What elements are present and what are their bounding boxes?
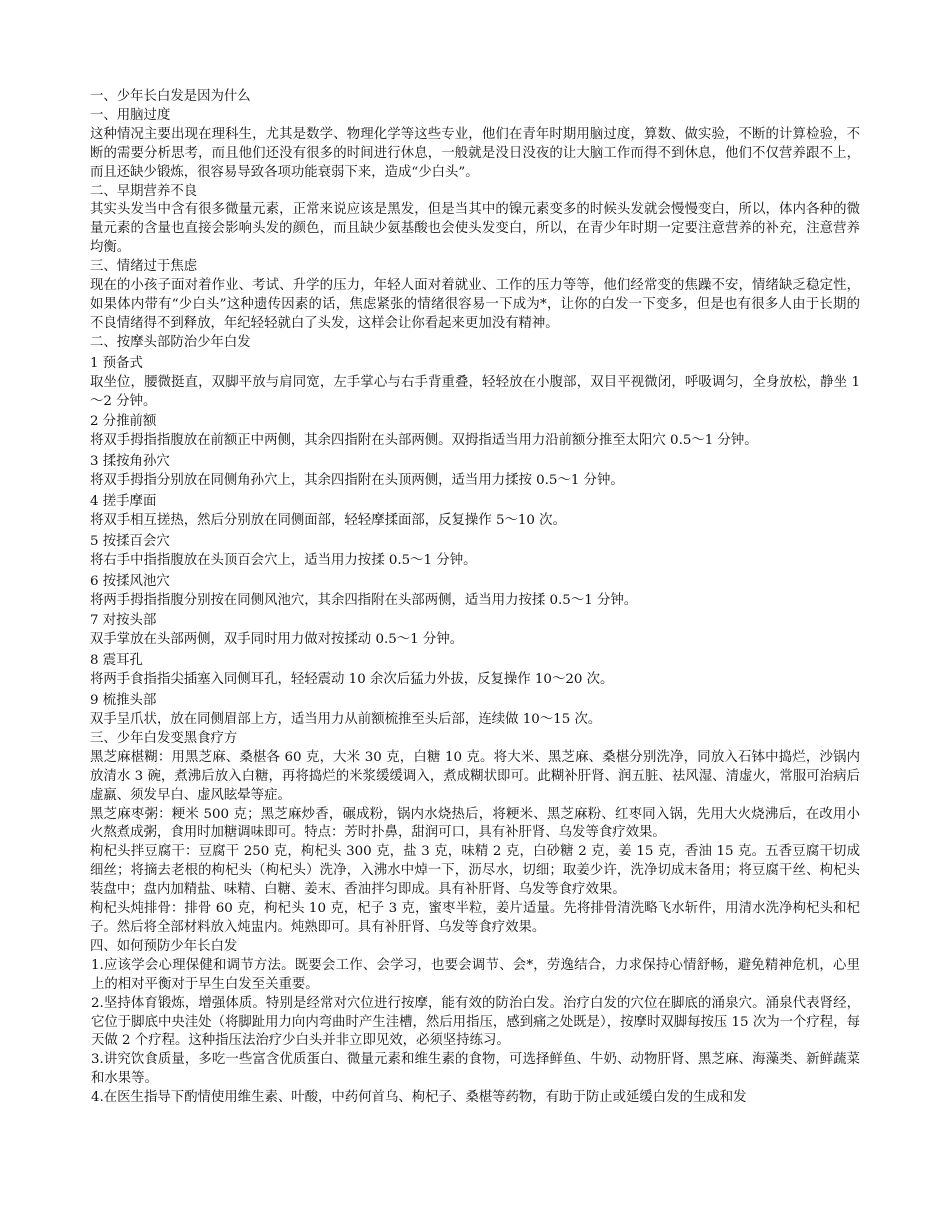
subheading-anxiety: 三、情绪过于焦虑 xyxy=(90,259,198,275)
prevention-tip: 3.讲究饮食质量，多吃一些富含优质蛋白、微量元素和维生素的食物，可选择鲜鱼、牛奶、动物肝肾、黑芝麻、海藻类、新鲜蔬菜和水果等。 xyxy=(91,1052,860,1087)
step-title: 7 对按头部 xyxy=(90,613,157,629)
paragraph-malnutrition: 其实头发当中含有很多微量元素，正常来说应该是黑发，但是当其中的镍元素变多的时候头发就会慢慢变白，所以，体内各种的微量元素的含量也直接会影响头发的颜色，而且缺少氨基酸也会使头发变白，所以，在青少年时期一定要注意营养的补充，注意营养均衡。 xyxy=(90,202,860,256)
recipe-paragraph: 黑芝麻枣粥：粳米 500 克；黑芝麻炒香，碾成粉，锅内水烧热后，将粳米、黑芝麻粉、红枣同入锅，先用大火烧沸后，在改用小火熬煮成粥，食用时加糖调味即可。特点：芳时扑鼻，甜润可口，具有补肝肾、乌发等食疗效果。 xyxy=(90,806,860,841)
step-title: 9 梳推头部 xyxy=(90,693,157,709)
step-body: 将双手拇指指腹放在前额正中两侧，其余四指附在头部两侧。双拇指适当用力沿前额分推至太阳穴 0.5～1 分钟。 xyxy=(90,433,758,449)
step-body: 将双手相互搓热，然后分别放在同侧面部，轻轻摩揉面部，反复操作 5～10 次。 xyxy=(90,512,566,528)
step-title: 3 揉按角孙穴 xyxy=(90,454,170,470)
step-body: 将两手拇指指腹分别按在同侧风池穴，其余四指附在头部两侧，适当用力按揉 0.5～1 分钟。 xyxy=(90,592,638,608)
recipe-paragraph: 枸杞头炖排骨：排骨 60 克，枸杞头 10 克，杞子 3 克，蜜枣半粒，姜片适量。先将排骨清洗略飞水斩件，用清水洗净枸杞头和杞子。然后将全部材料放入炖盅内。炖熟即可。具有补肝肾、乌发等食疗效果。 xyxy=(90,901,860,935)
step-body: 将双手拇指分别放在同侧角孙穴上，其余四指附在头顶两侧，适当用力揉按 0.5～1 分钟。 xyxy=(90,473,624,489)
step-body: 取坐位，腰微挺直，双脚平放与肩同宽，左手掌心与右手背重叠，轻轻放在小腹部，双目平视微闭，呼吸调匀，全身放松，静坐 1～2 分钟。 xyxy=(90,374,860,409)
subheading-brain-overuse: 一、用脑过度 xyxy=(90,107,171,123)
step-body: 将两手食指指尖插塞入同侧耳孔，轻轻震动 10 余次后猛力外拔，反复操作 10～20 次。 xyxy=(90,672,614,688)
prevention-tip: 2.坚持体育锻炼，增强体质。特别是经常对穴位进行按摩，能有效的防治白发。治疗白发的穴位在脚底的涌泉穴。涌泉代表肾经，它位于脚底中央洼处（将脚趾用力向内弯曲时产生洼槽，然后用指压，感到痛之处既是），按摩时双脚每按压 15 次为一个疗程，每天做 2 个疗程。这种指压法治疗少白头并非立即见效，必须坚持练习。 xyxy=(91,995,860,1049)
step-title: 2 分推前额 xyxy=(90,414,157,430)
document-body xyxy=(90,88,860,1108)
paragraph-brain-overuse: 这种情况主要出现在理科生，尤其是数学、物理化学等这些专业，他们在青年时期用脑过度，算数、做实验，不断的计算检验，不断的需要分析思考，而且他们还没有很多的时间进行休息，一般就是没日没夜的让大脑工作而得不到休息，他们不仅营养跟不上，而且还缺少锻炼，很容易导致各项功能衰弱下来，造成“少白头”。 xyxy=(90,126,860,180)
recipe-paragraph: 黑芝麻椹糊：用黑芝麻、桑椹各 60 克，大米 30 克，白糖 10 克。将大米、黑芝麻、桑椹分别洗净，同放入石钵中捣烂，沙锅内放清水 3 碗，煮沸后放入白糖，再将捣烂的米浆缓缓调入，煮成糊状即可。此糊补肝肾、润五脏、祛风湿、清虚火，常服可治病后虚羸、须发早白、虚风眩晕等症。 xyxy=(90,749,860,803)
step-body: 双手掌放在头部两侧，双手同时用力做对按揉动 0.5～1 分钟。 xyxy=(90,632,464,648)
prevention-tip: 4.在医生指导下酌情使用维生素、叶酸，中药何首乌、枸杞子、桑椹等药物，有助于防止或延缓白发的生成和发 xyxy=(91,1090,747,1106)
recipe-paragraph: 枸杞头拌豆腐干：豆腐干 250 克，枸杞头 300 克，盐 3 克，味精 2 克，白砂糖 2 克，姜 15 克，香油 15 克。五香豆腐干切成细丝；将摘去老根的枸杞头（枸杞头）洗净，入沸水中焯一下，沥尽水，切细；取姜少许，洗净切成末备用；将豆腐干丝、枸杞头装盘中；盘内加精盐、味精、白糖、姜末、香油拌匀即成。具有补肝肾、乌发等食疗效果。 xyxy=(90,844,860,898)
section-heading-2: 二、按摩头部防治少年白发 xyxy=(90,334,251,350)
step-title: 1 预备式 xyxy=(90,355,143,371)
step-title: 4 搓手摩面 xyxy=(90,494,157,510)
section-heading-3: 三、少年白发变黑食疗方 xyxy=(90,730,238,746)
section-heading-4: 四、如何预防少年长白发 xyxy=(90,938,238,954)
step-title: 5 按揉百会穴 xyxy=(90,533,170,549)
step-title: 8 震耳孔 xyxy=(90,653,143,669)
step-title: 6 按揉风池穴 xyxy=(90,573,170,589)
paragraph-anxiety: 现在的小孩子面对着作业、考试、升学的压力，年轻人面对着就业、工作的压力等等，他们经常变的焦躁不安，情绪缺乏稳定性，如果体内带有“少白头”这种遗传因素的话，焦虑紧张的情绪很容易一下成为*，让你的白发一下变多，但是也有很多人由于长期的不良情绪得不到释放，年纪轻轻就白了头发，这样会让你看起来更加没有精神。 xyxy=(90,278,860,331)
step-body: 将右手中指指腹放在头顶百会穴上，适当用力按揉 0.5～1 分钟。 xyxy=(90,552,477,568)
step-body: 双手呈爪状，放在同侧眉部上方，适当用力从前额梳推至头后部，连续做 10～15 次。 xyxy=(90,712,602,727)
prevention-tip: 1.应该学会心理保健和调节方法。既要会工作、会学习，也要会调节、会*，劳逸结合，力求保持心情舒畅，避免精神危机，心里上的相对平衡对于早生白发至关重要。 xyxy=(91,957,860,992)
subheading-malnutrition: 二、早期营养不良 xyxy=(90,183,198,199)
massage-steps xyxy=(90,355,860,730)
section-heading-1: 一、少年长白发是因为什么 xyxy=(90,89,251,104)
